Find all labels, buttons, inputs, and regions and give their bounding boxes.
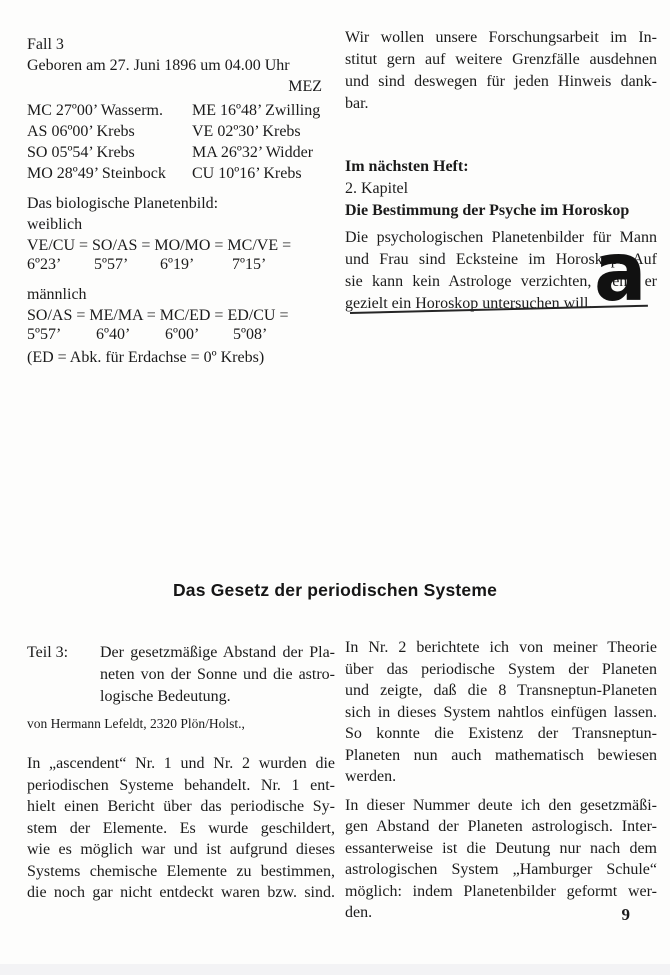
male-values-row: [27, 326, 332, 347]
part-title-row: [27, 642, 335, 708]
text-line: die noch gar nicht entdeckt waren bzw. sind.: [27, 884, 335, 901]
male-value: 5º57’: [27, 326, 62, 343]
female-label: weiblich: [27, 216, 83, 233]
text-line: sich in dieses System nahtlos einfügen lassen.: [345, 703, 657, 721]
article-left-column: [27, 753, 335, 904]
page-number: 9: [621, 905, 630, 924]
article-part-block: [27, 642, 335, 733]
article-heading: Das Gesetz der periodischen Systeme: [172, 580, 498, 600]
article-right-column: [345, 637, 657, 924]
text-line: Wir wollen unsere Forschungsarbeit im In-: [345, 29, 657, 46]
male-value: 6º00’: [165, 326, 200, 343]
planet-positions-table: [27, 100, 332, 184]
case-label: Fall 3: [27, 36, 64, 53]
timezone-label: MEZ: [288, 78, 322, 95]
text-line: Planeten nun auch mathematisch bewiesen: [345, 746, 657, 764]
scan-edge-shadow: [0, 964, 670, 975]
next-issue-heading: Im nächsten Heft:: [345, 158, 469, 175]
text-line: gen Abstand der Planeten astrologisch. Inter-: [345, 818, 657, 835]
female-formula: VE/CU = SO/AS = MO/MO = MC/VE =: [27, 237, 292, 254]
text-line: essanterweise ist die Deutung nur nach dem: [345, 839, 657, 857]
female-values-row: [27, 256, 332, 277]
chapter-title: Die Bestimmung der Psyche im Horoskop: [345, 202, 630, 219]
author-byline: von Hermann Lefeldt, 2320 Plön/Holst.,: [27, 716, 245, 731]
right-paragraph-1: [345, 637, 657, 788]
text-line: So konnte die Existenz der Transneptun-: [345, 725, 657, 742]
text-line: den.: [345, 904, 373, 921]
female-value: 7º15’: [232, 256, 267, 273]
text-line: gezielt ein Horoskop untersuchen will.: [345, 295, 593, 312]
text-line: neten von der Sonne und die astro-: [100, 666, 335, 683]
text-line: In Nr. 2 berichtete ich von meiner Theorie: [345, 639, 657, 656]
part-title: [100, 642, 335, 708]
position-row: [27, 100, 332, 121]
male-value: 5º08’: [233, 326, 268, 343]
text-line: In dieser Nummer deute ich den gesetzmäßi-: [345, 796, 657, 814]
bio-planetenbild-heading: Das biologische Planetenbild:: [27, 195, 219, 212]
position-cell: SO 05º54’ Krebs: [27, 144, 135, 161]
position-cell: AS 06º00’ Krebs: [27, 123, 135, 140]
text-line: In „ascendent“ Nr. 1 und Nr. 2 wurden die: [27, 755, 335, 772]
female-value: 6º19’: [160, 256, 195, 273]
text-line: hielt einen Bericht über das periodische Sy-: [27, 798, 335, 815]
text-line: werden.: [345, 768, 397, 785]
text-line: astrologischen System „Hamburger Schule“: [345, 861, 657, 878]
ed-abbreviation-note: (ED = Abk. für Erdachse = 0º Krebs): [27, 349, 265, 366]
text-line: und Frau sind Ecksteine im Horoskop. Auf: [345, 251, 657, 268]
text-line: Systems chemische Elemente zu bestimmen,: [27, 862, 335, 880]
birth-date-line: Geboren am 27. Juni 1896 um 04.00 Uhr: [27, 57, 290, 74]
text-line: wie es möglich war und ist aufgrund dieses: [27, 841, 335, 858]
text-line: stem der Elemente. Es wurde geschildert,: [27, 819, 335, 837]
text-line: bar.: [345, 95, 369, 112]
ascendent-magazine-logo: a: [594, 225, 647, 320]
chapter-label: 2. Kapitel: [345, 180, 409, 197]
position-cell: MO 28º49’ Steinbock: [27, 165, 166, 182]
institute-paragraph: [345, 27, 657, 115]
male-label: männlich: [27, 286, 87, 303]
position-row: [27, 163, 332, 184]
position-cell: MA 26º32’ Widder: [192, 144, 314, 161]
text-line: Die psychologischen Planetenbilder für Mann: [345, 229, 657, 246]
text-line: über das periodische System der Planeten: [345, 660, 657, 678]
text-line: Der gesetzmäßige Abstand der Pla-: [100, 644, 335, 661]
position-row: [27, 121, 332, 142]
position-row: [27, 142, 332, 163]
male-formula: SO/AS = ME/MA = MC/ED = ED/CU =: [27, 307, 289, 324]
case-data-block: [27, 34, 332, 368]
position-cell: ME 16º48’ Zwilling: [192, 102, 321, 119]
text-line: periodischen Systeme behandelt. Nr. 1 ent-: [27, 776, 335, 794]
position-cell: VE 02º30’ Krebs: [192, 123, 301, 140]
text-line: möglich: indem Planetenbilder geformt wer-: [345, 882, 657, 900]
female-value: 5º57’: [94, 256, 129, 273]
text-line: sie kann kein Astrologe verzichten, wenn er: [345, 273, 657, 290]
female-value: 6º23’: [27, 256, 62, 273]
position-cell: CU 10º16’ Krebs: [192, 165, 302, 182]
position-cell: MC 27º00’ Wasserm.: [27, 102, 163, 119]
part-label: Teil 3:: [27, 644, 69, 661]
text-line: logische Bedeutung.: [100, 688, 231, 705]
text-line: stitut gern auf weitere Grenzfälle ausdehnen: [345, 51, 657, 68]
male-value: 6º40’: [96, 326, 131, 343]
text-line: und zeigte, daß die 8 Transneptun-Planeten: [345, 682, 657, 699]
text-line: und sind deswegen für jeden Hinweis dank-: [345, 73, 657, 90]
